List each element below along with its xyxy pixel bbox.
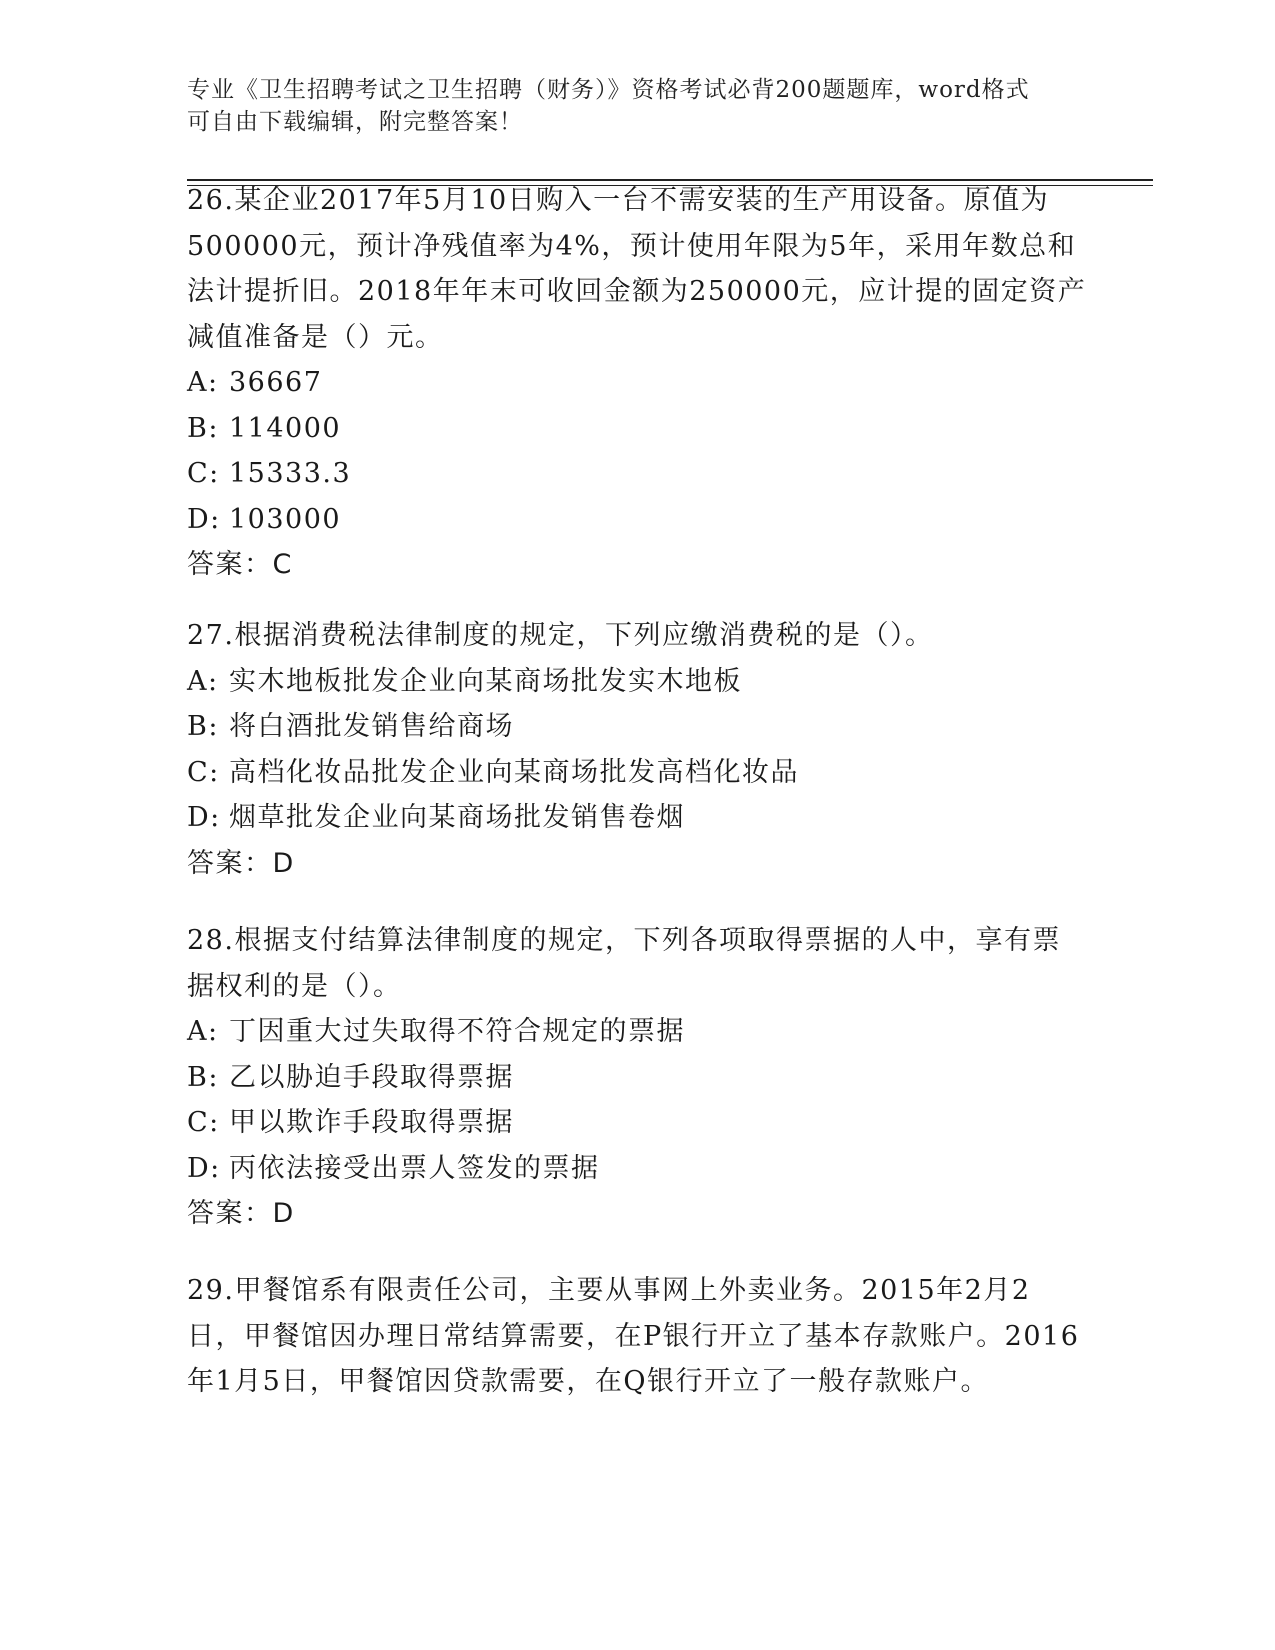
question-text: 26.某企业2017年5月10日购入一台不需安装的生产用设备。原值为500000元，预计净残值率为4%，预计使用年限为5年，采用年数总和法计提折旧。2018年年末可收回金额为250000元，应计提的固定资产减值准备是（）元。 xyxy=(187,185,1087,353)
option-d xyxy=(187,1146,1087,1192)
question-text: 29.甲餐馆系有限责任公司，主要从事网上外卖业务。2015年2月2日，甲餐馆因办理日常结算需要，在P银行开立了基本存款账户。2016年1月5日，甲餐馆因贷款需要，在Q银行开立了一般存款账户。 xyxy=(187,1275,1080,1397)
option-text: 丙依法接受出票人签发的票据 xyxy=(229,1152,600,1184)
option-b xyxy=(187,406,1087,452)
option-letter: B: xyxy=(187,711,219,742)
question-27 xyxy=(187,613,1087,886)
option-text: 丁因重大过失取得不符合规定的票据 xyxy=(229,1016,685,1047)
option-a xyxy=(187,1009,1087,1055)
option-text: 15333.3 xyxy=(229,458,352,489)
option-letter: C: xyxy=(187,458,220,489)
option-d xyxy=(187,795,1087,841)
header-title-line-1: 专业《卫生招聘考试之卫生招聘（财务）》资格考试必背200题题库，word格式 xyxy=(187,77,1030,103)
question-text: 28.根据支付结算法律制度的规定，下列各项取得票据的人中，享有票据权利的是（）。 xyxy=(187,925,1061,1002)
option-text: 将白酒批发销售给商场 xyxy=(229,711,514,742)
option-a xyxy=(187,360,1087,406)
option-c xyxy=(187,451,1087,497)
option-letter: A: xyxy=(187,367,219,398)
option-text: 乙以胁迫手段取得票据 xyxy=(229,1061,514,1093)
option-d xyxy=(187,497,1087,543)
question-text: 27.根据消费税法律制度的规定，下列应缴消费税的是（）。 xyxy=(187,620,934,651)
question-26 xyxy=(187,178,1087,588)
document-header xyxy=(187,74,1087,138)
option-a xyxy=(187,659,1087,705)
question-28 xyxy=(187,918,1087,1237)
header-title-line-2: 可自由下载编辑，附完整答案！ xyxy=(187,109,523,135)
option-c xyxy=(187,750,1087,796)
option-letter: A: xyxy=(187,665,219,697)
option-letter: D: xyxy=(187,802,221,833)
option-text: 甲以欺诈手段取得票据 xyxy=(229,1107,514,1138)
option-b xyxy=(187,704,1087,750)
option-letter: D: xyxy=(187,503,221,535)
answer-label: 答案：D xyxy=(187,847,295,879)
option-text: 36667 xyxy=(229,367,323,398)
question-29 xyxy=(187,1268,1087,1405)
option-text: 烟草批发企业向某商场批发销售卷烟 xyxy=(229,802,685,833)
option-letter: C: xyxy=(187,756,220,788)
option-text: 103000 xyxy=(229,503,342,535)
option-letter: B: xyxy=(187,412,219,444)
option-letter: A: xyxy=(187,1016,219,1047)
option-text: 114000 xyxy=(229,412,342,444)
option-text: 高档化妆品批发企业向某商场批发高档化妆品 xyxy=(229,756,799,788)
option-c xyxy=(187,1100,1087,1146)
option-letter: B: xyxy=(187,1061,219,1093)
answer-label: 答案：D xyxy=(187,1198,295,1229)
answer-label: 答案：C xyxy=(187,549,293,580)
option-letter: C: xyxy=(187,1107,220,1138)
option-b xyxy=(187,1055,1087,1101)
option-letter: D: xyxy=(187,1152,221,1184)
option-text: 实木地板批发企业向某商场批发实木地板 xyxy=(229,665,742,697)
